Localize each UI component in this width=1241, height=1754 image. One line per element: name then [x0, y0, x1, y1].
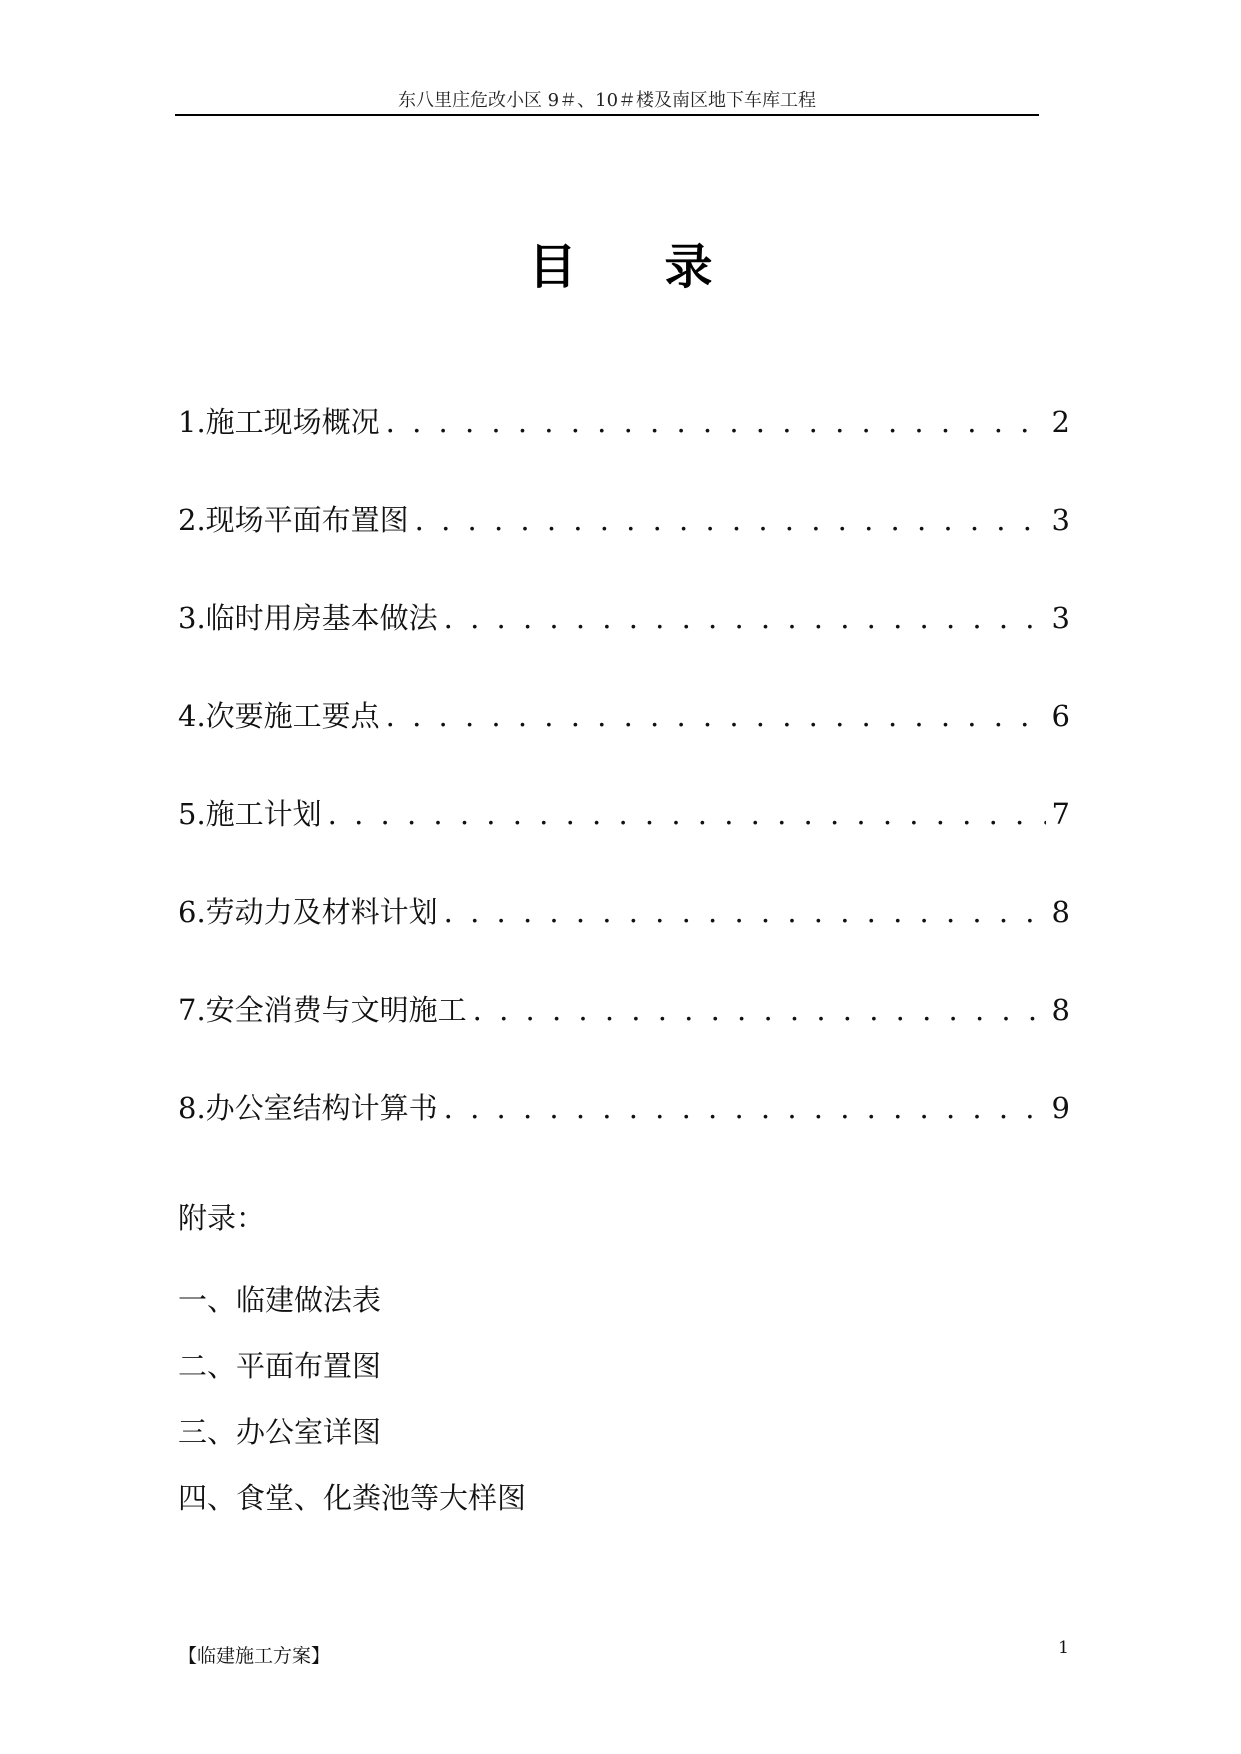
- toc-entry-label: 3.临时用房基本做法: [178, 601, 438, 635]
- appendix-item: 二、平面布置图: [178, 1349, 382, 1383]
- toc-entry[interactable]: [178, 400, 1070, 498]
- toc-entry-label: 8.办公室结构计算书: [178, 1091, 438, 1125]
- toc-entry-label: 1.施工现场概况: [178, 405, 380, 439]
- toc-entry-label: 5.施工计划: [178, 797, 322, 831]
- toc-entry[interactable]: [178, 792, 1070, 890]
- page-header: 东八里庄危改小区 9＃、10＃楼及南区地下车库工程: [397, 90, 817, 111]
- toc-dot-leader: [386, 405, 1046, 439]
- toc-entry-page: 6: [1051, 699, 1070, 733]
- appendix-list: [178, 1278, 526, 1542]
- table-of-contents: [178, 400, 1070, 1184]
- toc-entry-page: 7: [1051, 797, 1070, 831]
- toc-dot-leader: [444, 1091, 1046, 1125]
- toc-entry-page: 2: [1051, 405, 1070, 439]
- appendix-heading: 附录：: [178, 1201, 266, 1235]
- footer-document-name: 【临建施工方案】: [178, 1645, 331, 1667]
- toc-entry-label: 6.劳动力及材料计划: [178, 895, 438, 929]
- toc-entry-page: 8: [1051, 993, 1070, 1027]
- toc-entry-page: 8: [1051, 895, 1070, 929]
- toc-entry-label: 4.次要施工要点: [178, 699, 380, 733]
- toc-entry-page: 9: [1051, 1091, 1070, 1125]
- header-divider: [175, 114, 1039, 116]
- toc-entry-label: 2.现场平面布置图: [178, 503, 409, 537]
- toc-dot-leader: [386, 699, 1046, 733]
- appendix-item: 三、办公室详图: [178, 1415, 382, 1449]
- toc-title: 目录: [528, 239, 801, 295]
- toc-entry[interactable]: [178, 498, 1070, 596]
- toc-entry[interactable]: [178, 596, 1070, 694]
- toc-dot-leader: [473, 993, 1046, 1027]
- toc-entry[interactable]: [178, 988, 1070, 1086]
- appendix-item: 一、临建做法表: [178, 1283, 382, 1317]
- toc-dot-leader: [444, 895, 1046, 929]
- toc-entry[interactable]: [178, 694, 1070, 792]
- toc-entry-page: 3: [1051, 503, 1070, 537]
- toc-entry-label: 7.安全消费与文明施工: [178, 993, 467, 1027]
- toc-dot-leader: [328, 797, 1046, 831]
- toc-dot-leader: [415, 503, 1046, 537]
- appendix-item: 四、食堂、化粪池等大样图: [178, 1481, 527, 1515]
- toc-entry[interactable]: [178, 890, 1070, 988]
- toc-entry[interactable]: [178, 1086, 1070, 1184]
- footer-page-number: 1: [1058, 1638, 1069, 1658]
- toc-dot-leader: [444, 601, 1046, 635]
- toc-entry-page: 3: [1051, 601, 1070, 635]
